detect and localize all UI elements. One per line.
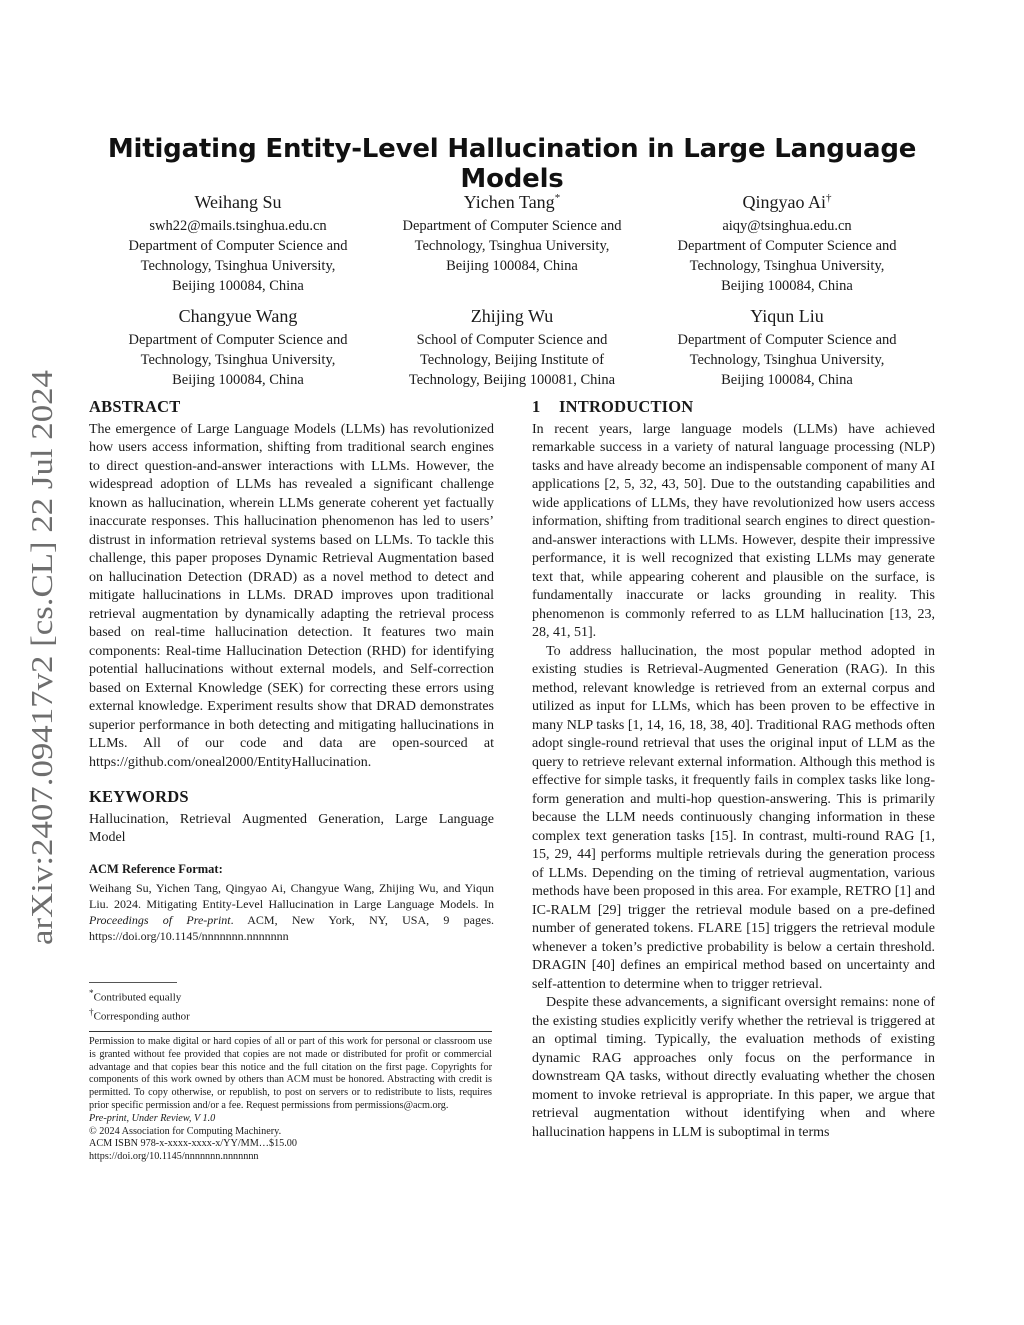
keywords-heading: KEYWORDS	[89, 787, 189, 806]
author-affiliation: Department of Computer Science and	[402, 218, 622, 234]
author-email: aiqy@tsinghua.edu.cn	[722, 218, 852, 234]
permission-rule	[89, 1031, 492, 1032]
author-affiliation: Department of Computer Science and	[128, 332, 348, 348]
arxiv-id: arXiv:2407.09417v2 [cs.CL] 22 Jul 2024	[24, 433, 59, 945]
author-block	[366, 186, 658, 276]
abstract-heading: ABSTRACT	[89, 397, 181, 416]
acm-reference-text: Weihang Su, Yichen Tang, Qingyao Ai, Changyue Wang, Zhijing Wu, and Yiqun Liu. 2024. Mitigating Entity-Level Hallucination in Large Language Models. In Proceedings of Pre-print. ACM, New York, NY, USA, 9 pages. https://doi.org/10.1145/nnnnnnn.nnnnnnn	[89, 881, 495, 943]
doi-link[interactable]: https://doi.org/10.1145/nnnnnnn.nnnnnnn	[89, 1151, 259, 1163]
footnotes	[89, 986, 492, 1024]
author-block	[641, 186, 933, 296]
author-block	[92, 304, 384, 390]
author-name: Weihang Su	[194, 192, 282, 212]
author-affiliation: Department of Computer Science and	[677, 238, 897, 254]
footnote: †Corresponding author	[89, 1007, 190, 1023]
right-column	[532, 398, 935, 1142]
preprint-note: Pre-print, Under Review, V 1.0	[89, 1112, 216, 1124]
introduction-heading: 1 INTRODUCTION	[532, 397, 694, 416]
author-block	[92, 186, 384, 296]
author-affiliation: Beijing 100084, China	[172, 278, 304, 294]
keywords-text: Hallucination, Retrieval Augmented Generation, Large Language Model	[89, 811, 494, 845]
author-name: Yiqun Liu	[750, 306, 824, 326]
author-affiliation: Beijing 100084, China	[172, 372, 304, 388]
author-name: Zhijing Wu	[470, 306, 554, 326]
author-name: Changyue Wang	[178, 306, 298, 326]
author-affiliation: Department of Computer Science and	[128, 238, 348, 254]
author-mark: †	[826, 192, 832, 204]
author-mark: *	[554, 192, 561, 204]
intro-paragraph: Despite these advancements, a significant oversight remains: none of the existing studies explicitly verify whether the retrieval is triggered at an optimal timing. Typically, the evaluation methods of existing dynamic RAG approaches only focus on the performance in downstream QA tasks, without directly evaluating whether the chosen moment to invoke retrieval is appropriate. In this paper, we argue that retrieval augmentation without identifying when and where hallucination happens in LLM is suboptimal in terms	[532, 995, 935, 1140]
left-column	[89, 398, 494, 944]
author-name: Yichen Tang	[463, 192, 555, 212]
author-affiliation: Technology, Tsinghua University,	[689, 258, 885, 274]
permission-text: Permission to make digital or hard copies of all or part of this work for personal or classroom use is granted without fee provided that copies are not made or distributed for profit or commercial advantage and that copies bear this notice and the full citation on the first page. Copyrights for components of this work owned by others than ACM must be honored. Abstracting with credit is permitted. To copy otherwise, or republish, to post on servers or to redistribute to lists, requires prior specific permission and/or a fee. Request permissions from permissions@acm.org.	[89, 1036, 492, 1111]
arxiv-stamp	[22, 370, 62, 945]
isbn: ACM ISBN 978-x-xxxx-xxxx-x/YY/MM…$15.00	[89, 1138, 297, 1150]
acm-reference-heading: ACM Reference Format:	[89, 861, 223, 876]
author-affiliation: Technology, Tsinghua University,	[689, 352, 885, 368]
intro-paragraph: In recent years, large language models (LLMs) have achieved remarkable success in a variety of natural language processing (NLP) tasks and have already become an indispensable component of many AI applications [2, 5, 32, 43, 50]. Due to the outstanding capabilities and wide applications of LLMs, they have revolutionized how users access information, shifting from traditional search engines to direct question-and-answer interactions with LLMs. However, despite their impressive performance, it is well recognized that existing LLMs may generate text that, while appearing coherent and plausible on the surface, is fundamentally inaccurate or lacks grounding in reality. This phenomenon is commonly referred to as LLM hallucination [13, 23, 28, 41, 51].	[532, 421, 935, 640]
author-block	[641, 304, 933, 390]
copyright: © 2024 Association for Computing Machinery.	[89, 1125, 282, 1137]
author-affiliation: Technology, Beijing Institute of	[419, 352, 605, 368]
author-name: Qingyao Ai	[742, 192, 826, 212]
author-affiliation: Technology, Tsinghua University,	[140, 352, 336, 368]
intro-paragraph: To address hallucination, the most popular method adopted in existing studies is Retrieval-Augmented Generation (RAG). In this method, relevant knowledge is retrieved from an external corpus and utilized as input for LLMs, which has been proven to be effective in many NLP tasks [1, 14, 16, 18, 38, 40]. Traditional RAG methods often adopt single-round retrieval that uses the original input of LLM as the query to retrieve relevant external information. Although this method is effective for simple tasks, it frequently fails in complex tasks like long-form generation and multi-hop question-answering. This is primarily because the LLM needs continuously changing information in these complex text generation tasks [15]. In contrast, multi-round RAG [1, 15, 29, 44] performs multiple retrievals during the generation process of LLMs. Depending on the timing of retrieval augmentation, various methods have been proposed in this area. For example, RETRO [1] and IC-RALM [29] trigger the retrieval module based on a pre-defined number of generated tokens. FLARE [15] triggers the retrieval module whenever a token’s predictive probability is below a certain threshold. DRAGIN [40] defines an empirical method based on uncertainty and self-attention to determine when to trigger retrieval.	[532, 643, 935, 992]
author-email: swh22@mails.tsinghua.edu.cn	[149, 218, 327, 234]
author-affiliation: Beijing 100084, China	[446, 258, 578, 274]
author-affiliation: Technology, Tsinghua University,	[414, 238, 610, 254]
author-affiliation: Beijing 100084, China	[721, 278, 853, 294]
abstract-text: The emergence of Large Language Models (LLMs) has revolutionized how users access information, shifting from traditional search engines to direct question-and-answer interactions with LLMs. However, the widespread adoption of LLMs has revealed a significant challenge known as hallucination, wherein LLMs generate coherent yet factually inaccurate responses. This hallucination phenomenon has led to users’ distrust in information retrieval systems based on LLMs. To tackle this challenge, this paper proposes Dynamic Retrieval Augmentation based on hallucination Detection (DRAD) as a novel method to detect and mitigate hallucinations in LLMs. DRAD improves upon traditional retrieval augmentation by dynamically adapting the retrieval process based on real-time hallucination detection. It features two main components: Real-time Hallucination Detection (RHD) for identifying potential hallucinations without external models, and Self-correction based on External Knowledge (SEK) for correcting these errors using external knowledge. Experiment results show that DRAD demonstrates superior performance in both detecting and mitigating hallucinations in LLMs. All of our code and data are open-sourced at https://github.com/oneal2000/EntityHallucination.	[89, 421, 494, 770]
author-affiliation: School of Computer Science and	[416, 332, 608, 348]
footnote-rule	[89, 982, 177, 983]
footnote: *Contributed equally	[89, 988, 182, 1004]
author-affiliation: Department of Computer Science and	[677, 332, 897, 348]
author-affiliation: Technology, Tsinghua University,	[140, 258, 336, 274]
permission-block	[89, 1036, 492, 1164]
author-block	[366, 304, 658, 390]
author-affiliation: Technology, Beijing 100081, China	[408, 372, 616, 388]
author-affiliation: Beijing 100084, China	[721, 372, 853, 388]
paper-title: Mitigating Entity-Level Hallucination in Large Language Models	[107, 134, 917, 194]
